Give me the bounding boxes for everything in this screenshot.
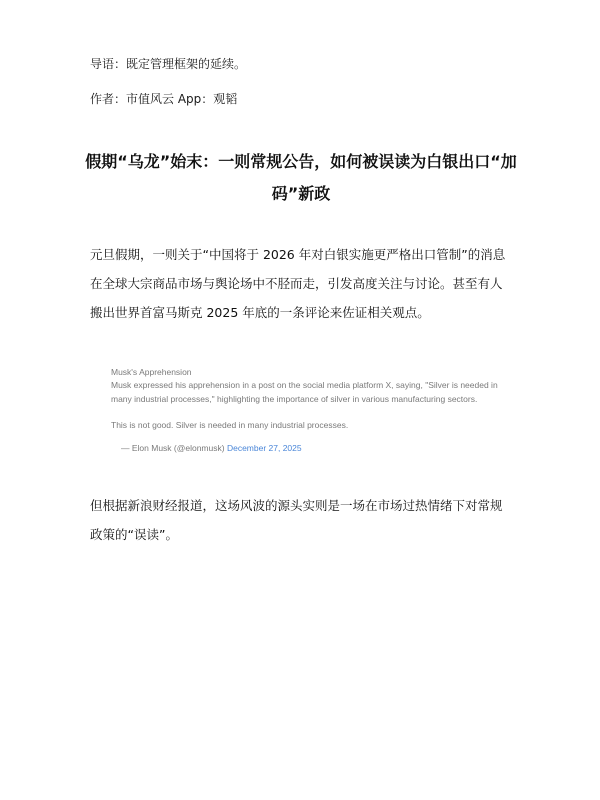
intro-line: 导语：既定管理框架的延续。 — [90, 57, 247, 71]
quote-body: Musk expressed his apprehension in a post on the social media platform X, saying, "Silver is needed in many industrial processes," highlighting the importance of silver in various manufacturing sectors. — [111, 380, 498, 404]
article-title: 假期“乌龙”始末：一则常规公告，如何被误读为白银出口“加码”新政 — [85, 152, 517, 203]
paragraph-conclusion: 但根据新浪财经报道，这场风波的源头实则是一场在市场过热情绪下对常规政策的“误读”。 — [90, 498, 503, 542]
quote-tweet-text: This is not good. Silver is needed in many industrial processes. — [111, 420, 349, 430]
quote-heading: Musk's Apprehension — [111, 367, 192, 377]
quote-date-link[interactable]: December 27, 2025 — [226, 443, 302, 453]
quote-screenshot — [108, 364, 508, 460]
paragraph-intro: 元旦假期，一则关于“中国将于 2026 年对白银实施更严格出口管制”的消息在全球大宗商品市场与舆论场中不胫而走，引发高度关注与讨论。甚至有人搬出世界首富马斯克 2025 年底的一条评论来佐证相关观点。 — [90, 247, 506, 320]
author-line: 作者：市值风云 App：观韬 — [90, 92, 238, 106]
quote-author: — Elon Musk (@elonmusk) — [121, 443, 225, 453]
quote-attribution — [121, 442, 302, 454]
